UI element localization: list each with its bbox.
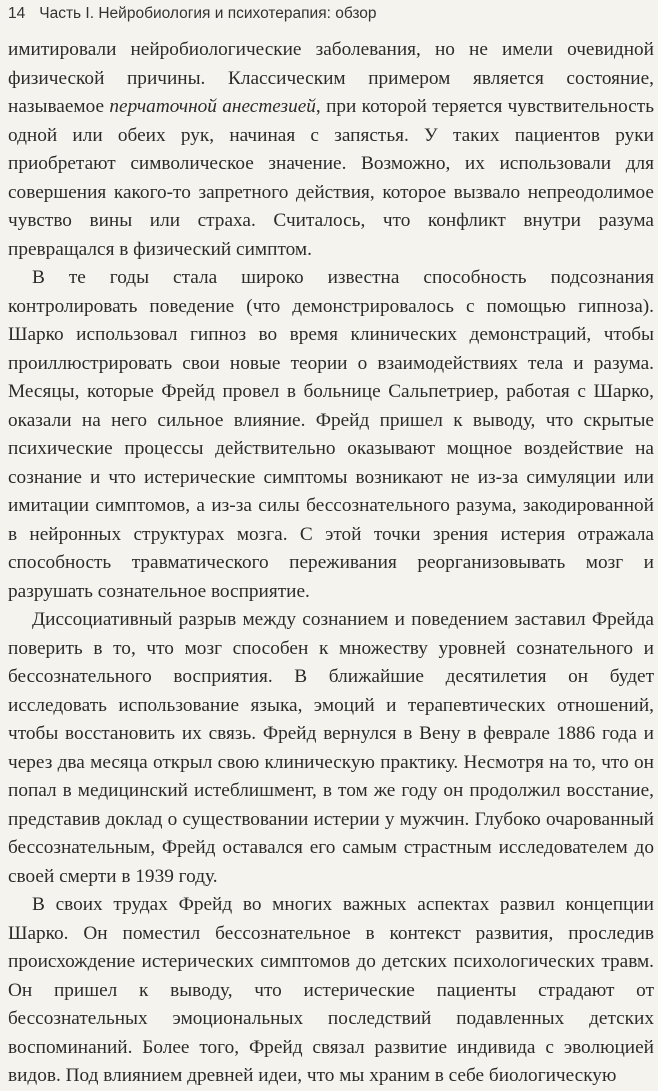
paragraph-1-text-before: имитировали нейробиологические заболевания, но не имели очевидной физической причины. Классическим примером является состояние, называемое <box>8 39 654 117</box>
paragraph-4: В своих трудах Фрейд во многих важных аспектах развил концепции Шарко. Он поместил бессознательное в контекст развития, проследив происхождение истерических симптомов до детских психологических травм. Он пришел к выводу, что истерические пациенты страдают от бессознательных эмоциональных последствий подавленных детских воспоминаний. Более того, Фрейд связал развитие индивида с эволюцией видов. Под влиянием древней идеи, что мы храним в себе биологическую <box>8 894 654 1086</box>
paragraph-1 <box>8 36 654 264</box>
paragraph-1-text-after: , при которой теряется чувствительность одной или обеих рук, начиная с запястья. У таких пациентов руки приобретают символическое значение. Возможно, их использовали для совершения какого-то запретного действия, которое вызвало непреодолимое чувство вины или страха. Считалось, что конфликт внутри разума превращался в физический симптом. <box>8 96 655 260</box>
paragraph-2: В те годы стала широко известна способность подсознания контролировать поведение (что демонстрировалось с помощью гипноза). Шарко использовал гипноз во время клинических демонстраций, чтобы проиллюстрировать свои новые теории о взаимодействиях тела и разума. Месяцы, которые Фрейд провел в больнице Сальпетриер, работая с Шарко, оказали на него сильное влияние. Фрейд пришел к выводу, что скрытые психические процессы действительно оказывают мощное воздействие на сознание и что истерические симптомы возникают не из-за симуляции или имитации симптомов, а из-за силы бессознательного разума, закодированной в нейронных структурах мозга. С этой точки зрения истерия отражала способность травматического переживания реорганизовывать мозг и разрушать сознательное восприятие. <box>8 267 654 602</box>
paragraph-3: Диссоциативный разрыв между сознанием и поведением заставил Фрейда поверить в то, что мозг способен к множеству уровней сознательного и бессознательного восприятия. В ближайшие десятилетия он будет исследовать использование языка, эмоций и терапевтических отношений, чтобы восстановить их связь. Фрейд вернулся в Вену в феврале 1886 года и через два месяца открыл свою клиническую практику. Несмотря на то, что он попал в медицинский истеблишмент, в том же году он продолжил восстание, представив доклад о существовании истерии у мужчин. Глубоко очарованный бессознательным, Фрейд оставался его самым страстным исследователем до своей смерти в 1939 году. <box>8 609 654 887</box>
running-header <box>8 2 377 26</box>
emphasized-term: перчаточной анестезией <box>109 96 316 117</box>
page-number: 14 <box>8 5 26 22</box>
body-text <box>8 36 654 1091</box>
running-title: Часть I. Нейробиология и психотерапия: обзор <box>39 5 377 22</box>
